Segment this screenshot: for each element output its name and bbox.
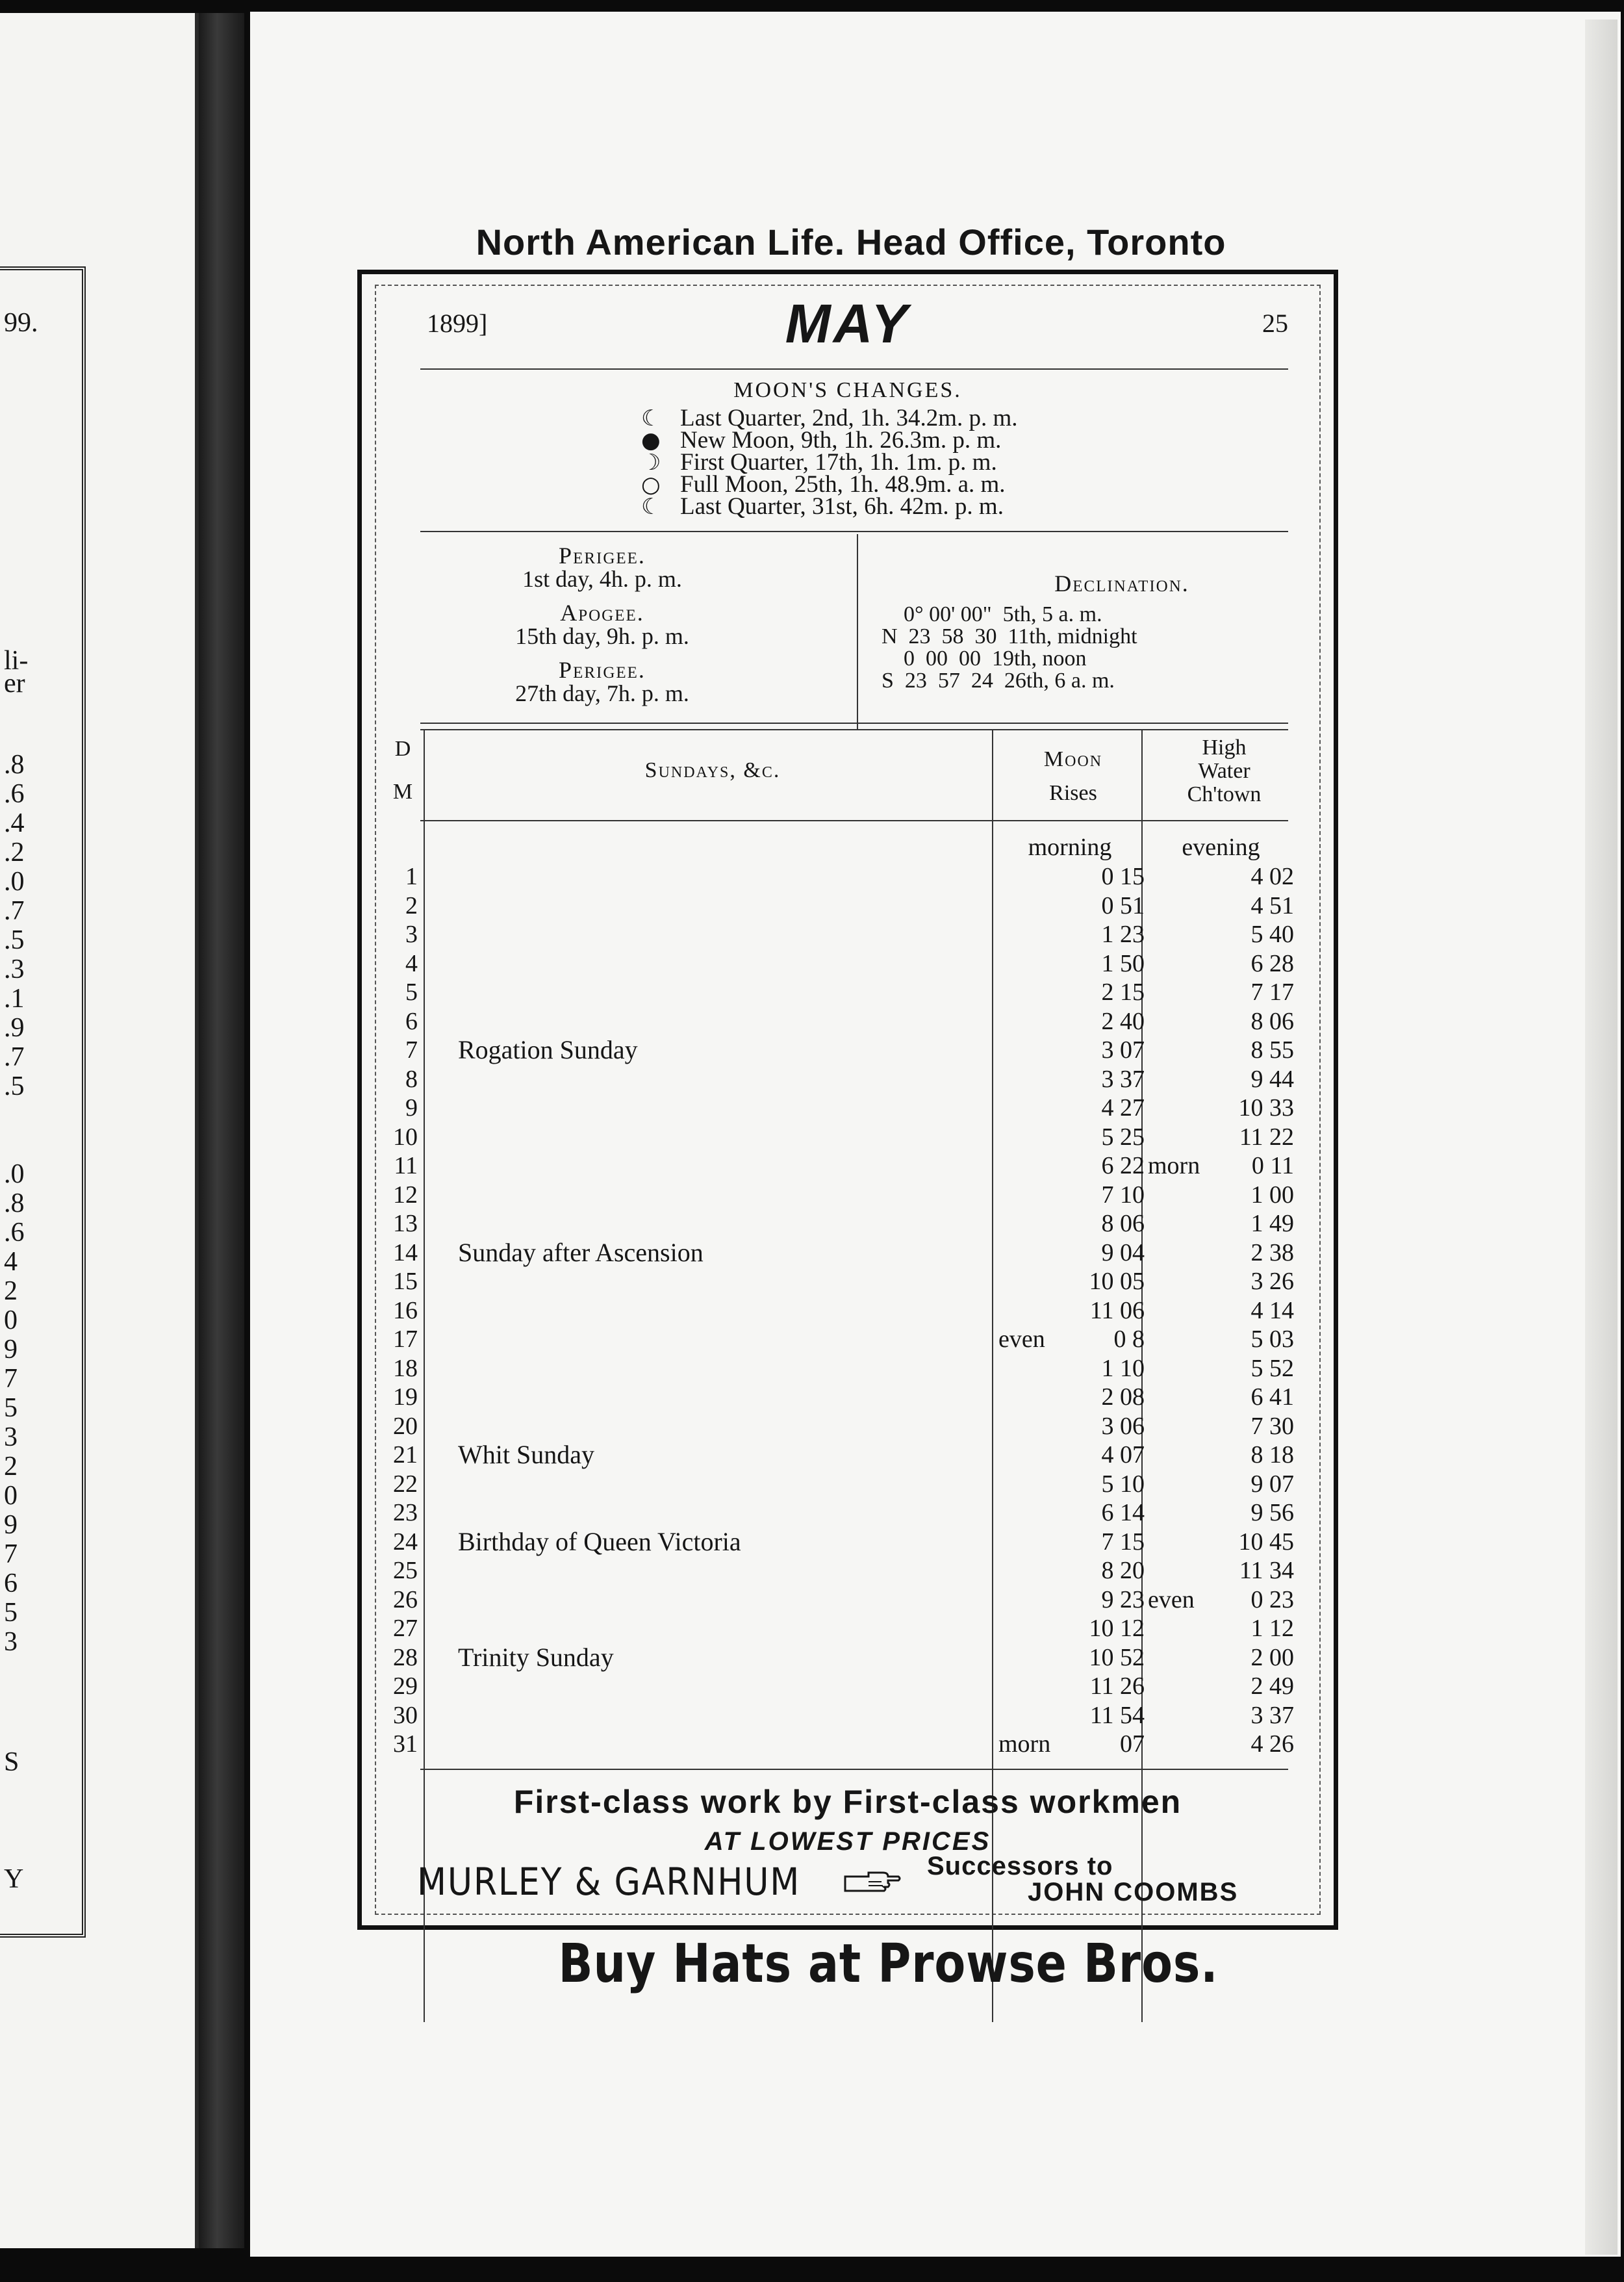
day-of-month: 23 bbox=[393, 1499, 418, 1526]
high-water-time: 2 49 bbox=[1250, 1673, 1294, 1700]
day-of-month: 17 bbox=[393, 1326, 418, 1353]
hw-subheader: evening bbox=[1182, 834, 1260, 861]
calendar-frame bbox=[357, 270, 1338, 1930]
moon-rises-cell bbox=[998, 1036, 1145, 1064]
high-water-cell bbox=[1148, 1412, 1294, 1441]
facing-page-fragment: S bbox=[4, 1747, 19, 1777]
header-d: D bbox=[394, 737, 411, 761]
table-top-rule bbox=[420, 729, 1288, 730]
moon-rises-time: 1 10 bbox=[1101, 1354, 1145, 1382]
moon-rises-time: 6 14 bbox=[1101, 1499, 1145, 1526]
moon-rises-time: 07 bbox=[1120, 1730, 1145, 1758]
day-of-month: 18 bbox=[393, 1354, 418, 1382]
facing-page-fragment: 0 bbox=[4, 1481, 18, 1511]
moon-rises-cell bbox=[998, 1585, 1145, 1614]
high-water-cell bbox=[1148, 1238, 1294, 1267]
high-water-time: 9 44 bbox=[1250, 1065, 1294, 1093]
facing-page-fragment: 2 bbox=[4, 1276, 18, 1306]
high-water-time: 5 03 bbox=[1250, 1326, 1294, 1353]
high-water-time: 4 51 bbox=[1250, 891, 1294, 919]
moon-change-text: Full Moon, 25th, 1h. 48.9m. a. m. bbox=[680, 471, 1006, 498]
high-water-cell bbox=[1148, 1036, 1294, 1064]
moon-rises-cell bbox=[998, 1614, 1145, 1643]
high-water-cell bbox=[1148, 1296, 1294, 1325]
moon-rises-cell bbox=[998, 1123, 1145, 1151]
day-of-month: 13 bbox=[393, 1210, 418, 1237]
moon-change-text: First Quarter, 17th, 1h. 1m. p. m. bbox=[680, 449, 997, 476]
day-of-month: 4 bbox=[405, 949, 418, 977]
high-water-time: 1 00 bbox=[1250, 1181, 1294, 1209]
moon-change-row bbox=[641, 493, 1004, 520]
moon-rises-time: 1 50 bbox=[1101, 949, 1145, 977]
moon-rises-cell bbox=[998, 1354, 1145, 1383]
table-header-rule bbox=[420, 820, 1288, 821]
high-water-cell bbox=[1148, 1498, 1294, 1527]
moon-rises-time: 9 23 bbox=[1101, 1585, 1145, 1613]
moon-rises-cell bbox=[998, 1209, 1145, 1238]
facing-page-fragment: 99. bbox=[4, 308, 38, 338]
sunday-observance: Whit Sunday bbox=[458, 1440, 594, 1469]
sunday-observance: Sunday after Ascension bbox=[458, 1237, 704, 1267]
high-water-cell bbox=[1148, 1065, 1294, 1094]
moon-rises-cell bbox=[998, 978, 1145, 1006]
sunday-observance: Trinity Sunday bbox=[458, 1642, 614, 1672]
day-of-month: 6 bbox=[405, 1007, 418, 1035]
moon-rises-cell bbox=[998, 1441, 1145, 1469]
facing-page-fragment: 5 bbox=[4, 1598, 18, 1628]
high-water-time: 1 49 bbox=[1250, 1210, 1294, 1237]
high-water-cell bbox=[1148, 1094, 1294, 1122]
facing-page-fragment: .2 bbox=[4, 838, 25, 867]
header-month: MAY bbox=[785, 293, 911, 354]
moon-rises-cell bbox=[998, 1643, 1145, 1672]
high-water-cell bbox=[1148, 1585, 1294, 1614]
moon-rises-cell bbox=[998, 1528, 1145, 1556]
header-moon-2: Rises bbox=[1049, 781, 1097, 805]
facing-page-fragment: .7 bbox=[4, 1042, 25, 1072]
header-hw-3: Ch'town bbox=[1187, 782, 1262, 806]
facing-page-fragment: .9 bbox=[4, 1013, 25, 1043]
high-water-cell bbox=[1148, 891, 1294, 920]
facing-page-fragment: .6 bbox=[4, 1218, 25, 1248]
page-edge bbox=[1585, 19, 1618, 2255]
high-water-cell bbox=[1148, 1441, 1294, 1469]
day-of-month: 28 bbox=[393, 1643, 418, 1671]
moon-rises-time: 3 37 bbox=[1101, 1065, 1145, 1093]
moon-rises-time: 10 05 bbox=[1089, 1268, 1145, 1295]
moon-rises-cell bbox=[998, 1238, 1145, 1267]
facing-page-fragment: 0 bbox=[4, 1305, 18, 1335]
moon-rises-cell bbox=[998, 1470, 1145, 1498]
perigee-apogee-title: Perigee. bbox=[559, 657, 646, 683]
moon-rises-time: 7 10 bbox=[1101, 1181, 1145, 1209]
high-water-period: even bbox=[1148, 1585, 1195, 1613]
high-water-cell bbox=[1148, 1209, 1294, 1238]
moon-rises-time: 3 06 bbox=[1101, 1412, 1145, 1440]
high-water-time: 1 12 bbox=[1250, 1615, 1294, 1642]
moon-rule bbox=[420, 531, 1288, 532]
high-water-cell bbox=[1148, 1701, 1294, 1730]
high-water-time: 8 18 bbox=[1250, 1441, 1294, 1468]
moon-rises-time: 11 54 bbox=[1089, 1701, 1145, 1729]
moon-rises-time: 5 25 bbox=[1101, 1123, 1145, 1151]
high-water-cell bbox=[1148, 1383, 1294, 1411]
facing-page-fragment: 2 bbox=[4, 1452, 18, 1481]
day-of-month: 20 bbox=[393, 1412, 418, 1440]
facing-page-fragment: 9 bbox=[4, 1510, 18, 1540]
high-water-time: 10 45 bbox=[1238, 1528, 1294, 1556]
header-moon-1: Moon bbox=[1043, 747, 1103, 771]
header-hw-2: Water bbox=[1198, 759, 1250, 783]
high-water-cell bbox=[1148, 978, 1294, 1006]
high-water-time: 11 34 bbox=[1239, 1557, 1294, 1584]
day-of-month: 9 bbox=[405, 1094, 418, 1122]
high-water-cell bbox=[1148, 1643, 1294, 1672]
high-water-period: morn bbox=[1148, 1152, 1200, 1179]
day-of-month: 5 bbox=[405, 979, 418, 1006]
moon-rises-cell bbox=[998, 1325, 1145, 1353]
day-of-month: 1 bbox=[405, 863, 418, 890]
moon-rises-time: 7 15 bbox=[1101, 1528, 1145, 1556]
facing-page-fragment: 4 bbox=[4, 1247, 18, 1277]
high-water-time: 8 55 bbox=[1250, 1036, 1294, 1064]
high-water-time: 5 52 bbox=[1250, 1354, 1294, 1382]
day-of-month: 3 bbox=[405, 921, 418, 948]
high-water-time: 2 38 bbox=[1250, 1238, 1294, 1266]
high-water-time: 10 33 bbox=[1238, 1094, 1294, 1122]
day-of-month: 14 bbox=[393, 1238, 418, 1266]
high-water-time: 0 23 bbox=[1250, 1585, 1294, 1613]
moon-rises-period: even bbox=[998, 1326, 1045, 1353]
high-water-cell bbox=[1148, 1007, 1294, 1036]
moon-rises-time: 8 20 bbox=[1101, 1557, 1145, 1584]
day-of-month: 24 bbox=[393, 1528, 418, 1556]
facing-page-fragment: .0 bbox=[4, 1159, 25, 1189]
last-quarter-icon: ☾ bbox=[641, 494, 661, 520]
facing-page-fragment: li- bbox=[4, 646, 29, 676]
day-of-month: 8 bbox=[405, 1065, 418, 1093]
facing-page-fragment: 9 bbox=[4, 1335, 18, 1365]
header-rule bbox=[420, 368, 1288, 370]
facing-page-fragment: .6 bbox=[4, 779, 25, 809]
moon-rises-time: 8 06 bbox=[1101, 1210, 1145, 1237]
high-water-time: 6 28 bbox=[1250, 949, 1294, 977]
moon-rises-time: 11 06 bbox=[1089, 1296, 1145, 1324]
moon-rises-cell bbox=[998, 1383, 1145, 1411]
moon-rises-time: 1 23 bbox=[1101, 921, 1145, 948]
high-water-time: 8 06 bbox=[1250, 1007, 1294, 1035]
moon-rises-time: 11 26 bbox=[1089, 1673, 1145, 1700]
header-hw-1: High bbox=[1202, 736, 1247, 760]
high-water-cell bbox=[1148, 1730, 1294, 1758]
facing-page-fragment: 7 bbox=[4, 1364, 18, 1394]
moon-rises-period: morn bbox=[998, 1730, 1051, 1758]
last-quarter-icon: ☾ bbox=[641, 405, 661, 431]
high-water-cell bbox=[1148, 1470, 1294, 1498]
moon-rises-cell bbox=[998, 920, 1145, 949]
day-of-month: 2 bbox=[405, 891, 418, 919]
facing-page-fragment: 6 bbox=[4, 1569, 18, 1598]
high-water-cell bbox=[1148, 1151, 1294, 1180]
high-water-cell bbox=[1148, 1556, 1294, 1585]
day-of-month: 10 bbox=[393, 1123, 418, 1151]
high-water-time: 4 02 bbox=[1250, 863, 1294, 890]
moon-rises-cell bbox=[998, 949, 1145, 978]
advert-predecessor: JOHN COOMBS bbox=[1028, 1878, 1239, 1906]
facing-page-fragment: 3 bbox=[4, 1627, 18, 1657]
facing-page-fragment: .7 bbox=[4, 896, 25, 926]
first-quarter-icon: ☽ bbox=[641, 450, 661, 476]
moon-rises-time: 0 51 bbox=[1101, 891, 1145, 919]
facing-page-fragment: er bbox=[4, 669, 25, 699]
declination-row: 0 00 00 19th, noon bbox=[882, 647, 1087, 671]
high-water-time: 9 07 bbox=[1250, 1470, 1294, 1498]
moon-rises-cell bbox=[998, 1267, 1145, 1296]
high-water-cell bbox=[1148, 920, 1294, 949]
new-moon-icon: ● bbox=[641, 428, 661, 454]
moon-rises-cell bbox=[998, 891, 1145, 920]
day-of-month: 31 bbox=[393, 1730, 418, 1758]
moon-change-text: Last Quarter, 2nd, 1h. 34.2m. p. m. bbox=[680, 405, 1018, 431]
high-water-cell bbox=[1148, 1181, 1294, 1209]
moon-rises-cell bbox=[998, 1296, 1145, 1325]
moon-rises-time: 2 40 bbox=[1101, 1007, 1145, 1035]
moon-rises-time: 9 04 bbox=[1101, 1238, 1145, 1266]
moon-rises-cell bbox=[998, 1498, 1145, 1527]
sunday-observance: Rogation Sunday bbox=[458, 1035, 638, 1064]
moon-rises-time: 10 52 bbox=[1089, 1643, 1145, 1671]
day-of-month: 29 bbox=[393, 1673, 418, 1700]
facing-page-fragment: .5 bbox=[4, 1071, 25, 1101]
high-water-cell bbox=[1148, 1325, 1294, 1353]
declination-row: S 23 57 24 26th, 6 a. m. bbox=[882, 669, 1115, 693]
facing-page-frame bbox=[0, 266, 86, 1938]
moon-change-text: Last Quarter, 31st, 6h. 42m. p. m. bbox=[680, 493, 1004, 520]
day-of-month: 25 bbox=[393, 1557, 418, 1584]
day-of-month: 15 bbox=[393, 1268, 418, 1295]
facing-page-fragment: .1 bbox=[4, 984, 25, 1014]
high-water-time: 4 14 bbox=[1250, 1296, 1294, 1324]
moon-rises-cell bbox=[998, 1730, 1145, 1758]
facing-page-fragment: 7 bbox=[4, 1539, 18, 1569]
moon-rises-time: 2 15 bbox=[1101, 979, 1145, 1006]
moon-rises-time: 4 07 bbox=[1101, 1441, 1145, 1468]
high-water-time: 7 30 bbox=[1250, 1412, 1294, 1440]
high-water-cell bbox=[1148, 1123, 1294, 1151]
declination-rule bbox=[420, 723, 1288, 724]
moon-rises-time: 10 12 bbox=[1089, 1615, 1145, 1642]
day-of-month: 27 bbox=[393, 1615, 418, 1642]
perigee-apogee-text: 15th day, 9h. p. m. bbox=[515, 623, 689, 649]
pointing-hand-icon bbox=[843, 1867, 901, 1896]
moon-rises-time: 3 07 bbox=[1101, 1036, 1145, 1064]
moon-rises-cell bbox=[998, 1007, 1145, 1036]
bottom-banner: Buy Hats at Prowse Bros. bbox=[558, 1933, 1219, 1995]
moon-rises-cell bbox=[998, 1556, 1145, 1585]
perigee-apogee-title: Perigee. bbox=[559, 543, 646, 569]
high-water-cell bbox=[1148, 1672, 1294, 1700]
high-water-cell bbox=[1148, 1354, 1294, 1383]
header-year: 1899] bbox=[427, 309, 488, 338]
declination-row: 0° 00' 00" 5th, 5 a. m. bbox=[882, 602, 1102, 626]
perigee-apogee-title: Apogee. bbox=[560, 600, 644, 626]
day-of-month: 26 bbox=[393, 1585, 418, 1613]
facing-page bbox=[0, 13, 199, 2248]
declination-title: Declination. bbox=[1054, 570, 1189, 596]
facing-page-fragment: 5 bbox=[4, 1393, 18, 1423]
facing-page-fragment: .8 bbox=[4, 1188, 25, 1218]
facing-page-fragment: .3 bbox=[4, 955, 25, 984]
high-water-time: 3 26 bbox=[1250, 1268, 1294, 1295]
high-water-cell bbox=[1148, 1528, 1294, 1556]
facing-page-fragment: .5 bbox=[4, 925, 25, 955]
day-of-month: 30 bbox=[393, 1701, 418, 1729]
facing-page-fragment: .4 bbox=[4, 808, 25, 838]
moon-changes-title: MOON'S CHANGES. bbox=[733, 378, 962, 402]
moon-rises-time: 4 27 bbox=[1101, 1094, 1145, 1122]
facing-page-fragment: 3 bbox=[4, 1422, 18, 1452]
perigee-divider bbox=[857, 534, 858, 729]
high-water-cell bbox=[1148, 862, 1294, 891]
moon-rises-cell bbox=[998, 1181, 1145, 1209]
moon-rises-cell bbox=[998, 1412, 1145, 1441]
advert-line-1: First-class work by First-class workmen bbox=[513, 1784, 1182, 1820]
high-water-time: 4 26 bbox=[1250, 1730, 1294, 1758]
moon-rises-time: 0 15 bbox=[1101, 863, 1145, 890]
advert-firm: MURLEY & GARNHUM bbox=[417, 1860, 801, 1904]
day-of-month: 16 bbox=[393, 1296, 418, 1324]
day-of-month: 21 bbox=[393, 1441, 418, 1468]
moon-rises-time: 2 08 bbox=[1101, 1383, 1145, 1411]
full-moon-icon: ○ bbox=[641, 472, 661, 498]
advert-successors: Successors to bbox=[927, 1852, 1113, 1880]
high-water-time: 3 37 bbox=[1250, 1701, 1294, 1729]
advert-line-2: AT LOWEST PRICES bbox=[704, 1827, 991, 1856]
moon-rises-cell bbox=[998, 1672, 1145, 1700]
top-banner: North American Life. Head Office, Toronto bbox=[476, 222, 1226, 263]
moon-rises-time: 6 22 bbox=[1101, 1152, 1145, 1179]
sunday-observance: Birthday of Queen Victoria bbox=[458, 1526, 741, 1556]
high-water-cell bbox=[1148, 1267, 1294, 1296]
facing-page-fragment: .8 bbox=[4, 750, 25, 780]
high-water-cell bbox=[1148, 949, 1294, 978]
day-of-month: 12 bbox=[393, 1181, 418, 1209]
high-water-time: 7 17 bbox=[1250, 979, 1294, 1006]
high-water-time: 6 41 bbox=[1250, 1383, 1294, 1411]
moon-subheader: morning bbox=[1028, 834, 1112, 861]
day-of-month: 11 bbox=[394, 1152, 418, 1179]
facing-page-fragment: .0 bbox=[4, 867, 25, 897]
day-of-month: 19 bbox=[393, 1383, 418, 1411]
moon-rises-time: 0 8 bbox=[1113, 1326, 1145, 1353]
high-water-cell bbox=[1148, 1614, 1294, 1643]
high-water-time: 9 56 bbox=[1250, 1499, 1294, 1526]
high-water-time: 11 22 bbox=[1239, 1123, 1294, 1151]
day-of-month: 7 bbox=[405, 1036, 418, 1064]
declination-row: N 23 58 30 11th, midnight bbox=[882, 624, 1137, 648]
moon-rises-cell bbox=[998, 862, 1145, 891]
facing-page-fragment: Y bbox=[4, 1864, 24, 1894]
high-water-time: 5 40 bbox=[1250, 921, 1294, 948]
header-page-number: 25 bbox=[1262, 309, 1288, 338]
moon-rises-cell bbox=[998, 1094, 1145, 1122]
moon-rises-cell bbox=[998, 1065, 1145, 1094]
moon-rises-cell bbox=[998, 1701, 1145, 1730]
high-water-time: 0 11 bbox=[1251, 1152, 1294, 1179]
header-sundays: Sundays, &c. bbox=[644, 758, 781, 782]
book-spine bbox=[199, 13, 244, 2248]
perigee-apogee-text: 1st day, 4h. p. m. bbox=[522, 566, 682, 592]
perigee-apogee-text: 27th day, 7h. p. m. bbox=[515, 680, 689, 706]
table-bottom-rule bbox=[420, 1769, 1288, 1770]
moon-rises-time: 5 10 bbox=[1101, 1470, 1145, 1498]
header-m: M bbox=[392, 780, 413, 804]
day-of-month: 22 bbox=[393, 1470, 418, 1498]
moon-rises-cell bbox=[998, 1151, 1145, 1180]
high-water-time: 2 00 bbox=[1250, 1643, 1294, 1671]
moon-change-text: New Moon, 9th, 1h. 26.3m. p. m. bbox=[680, 427, 1002, 454]
